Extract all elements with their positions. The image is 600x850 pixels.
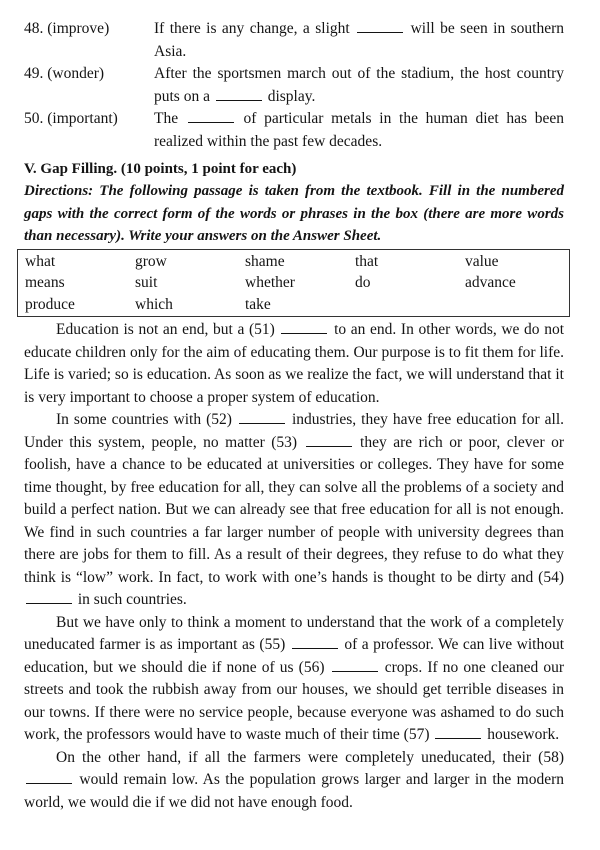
- question-text-before: After the sportsmen march out of the stadium, the host country puts on a: [154, 65, 564, 105]
- answer-blank: [357, 18, 403, 33]
- answer-blank: [216, 86, 262, 101]
- passage-text: In some countries with (52): [56, 411, 232, 428]
- question-text: [154, 63, 564, 108]
- question-text-before: If there is any change, a slight: [154, 20, 350, 37]
- question-48: [24, 18, 564, 63]
- passage-paragraph-2: [24, 409, 564, 612]
- gap-54-blank: [26, 589, 72, 604]
- question-text-before: The: [154, 110, 179, 127]
- word-bank-box: [17, 249, 570, 318]
- passage-text: industries, they have free education for all. Under this system, people, no matter (53): [24, 411, 565, 451]
- passage-text: crops. If no one cleaned our streets and took the rubbish away from our houses, we should get terrible diseases in our towns. If there were no service people, because everyone was ashamed to do such work, the professors would have to waste much of their time (57): [24, 658, 564, 743]
- gap-52-blank: [239, 409, 285, 424]
- word-bank-row: [25, 294, 569, 316]
- word-bank-item: value: [465, 252, 499, 270]
- word-bank-item: [465, 294, 565, 316]
- word-bank-row: [25, 272, 569, 294]
- question-text: [154, 108, 564, 153]
- passage-text: in such countries.: [77, 591, 187, 608]
- passage-text: Education is not an end, but a (51): [56, 321, 275, 338]
- word-bank-item: produce: [25, 295, 75, 313]
- word-bank-item: shame: [245, 252, 285, 270]
- question-text-after: will be seen in southern Asia.: [154, 20, 564, 60]
- passage-text: But we have only to think a moment to understand that the work of a completely uneducated farmer is as important as (55): [24, 613, 564, 653]
- gap-56-blank: [332, 657, 378, 672]
- passage-text: of a professor. We can live without education, but we should die if none of us (56): [24, 636, 565, 676]
- word-bank-item: which: [135, 295, 173, 313]
- word-bank-item: that: [355, 252, 379, 270]
- word-bank-item: whether: [245, 274, 295, 291]
- gap-57-blank: [435, 724, 481, 739]
- passage-text: to an end. In other words, we do not educate children only for the aim of educating them. Our purpose is to fit them for life. Life is varied; so is education. As soon as we realize the fact, we will understand that it is very important to choose a proper system of education.: [24, 321, 565, 406]
- word-bank-item: grow: [135, 252, 167, 270]
- exam-page: [24, 18, 564, 814]
- word-bank-item: what: [25, 252, 56, 270]
- word-bank-row: [25, 251, 569, 273]
- gap-55-blank: [292, 634, 338, 649]
- question-number: 49. (wonder): [24, 65, 105, 82]
- word-bank-item: take: [245, 295, 271, 313]
- passage-text: On the other hand, if all the farmers were completely uneducated, their (58): [56, 748, 564, 766]
- word-bank-item: suit: [135, 274, 158, 291]
- passage-paragraph-3: [24, 612, 564, 747]
- section-title: V. Gap Filling. (10 points, 1 point for each): [24, 161, 297, 177]
- passage-text: they are rich or poor, clever or foolish, have a chance to be educated at universities or colleges. They have for some time thought, by free education for all, they can solve all the problems of a society and build a perfect nation. But we can already see that free education for all is not enough. We find in such countries a far larger number of people with university degrees than there are jobs for them to fill. As a result of their degrees, they refuse to do what they think is “low” work. In fact, to work with one’s hands is thought to be dirty and (54): [24, 433, 564, 586]
- question-49: [24, 63, 564, 108]
- question-text: [154, 18, 564, 63]
- word-bank-item: do: [355, 274, 371, 291]
- passage: [24, 319, 564, 814]
- passage-text: housework.: [487, 726, 560, 743]
- gap-53-blank: [306, 432, 352, 447]
- passage-text: would remain low. As the population grows larger and larger in the modern world, we would die if we did not have enough food.: [24, 771, 564, 811]
- answer-blank: [188, 108, 234, 123]
- passage-paragraph-1: [24, 319, 564, 409]
- question-text-after: display.: [267, 87, 316, 105]
- passage-paragraph-4: [24, 747, 564, 815]
- question-number: 48. (improve): [24, 20, 110, 37]
- gap-58-blank: [26, 769, 72, 784]
- word-bank-item: advance: [465, 274, 516, 291]
- question-50: [24, 108, 564, 153]
- word-bank-item: [355, 294, 465, 316]
- question-number: 50. (important): [24, 110, 118, 127]
- word-bank-item: means: [25, 274, 65, 291]
- gap-51-blank: [281, 319, 327, 334]
- question-text-after: of particular metals in the human diet has been realized within the past few decades.: [154, 110, 565, 150]
- section-directions: Directions: The following passage is taken from the textbook. Fill in the numbered gaps with the correct form of the words or phrases in the box (there are more words than necessary). Write your answers on the Answer Sheet.: [24, 183, 564, 244]
